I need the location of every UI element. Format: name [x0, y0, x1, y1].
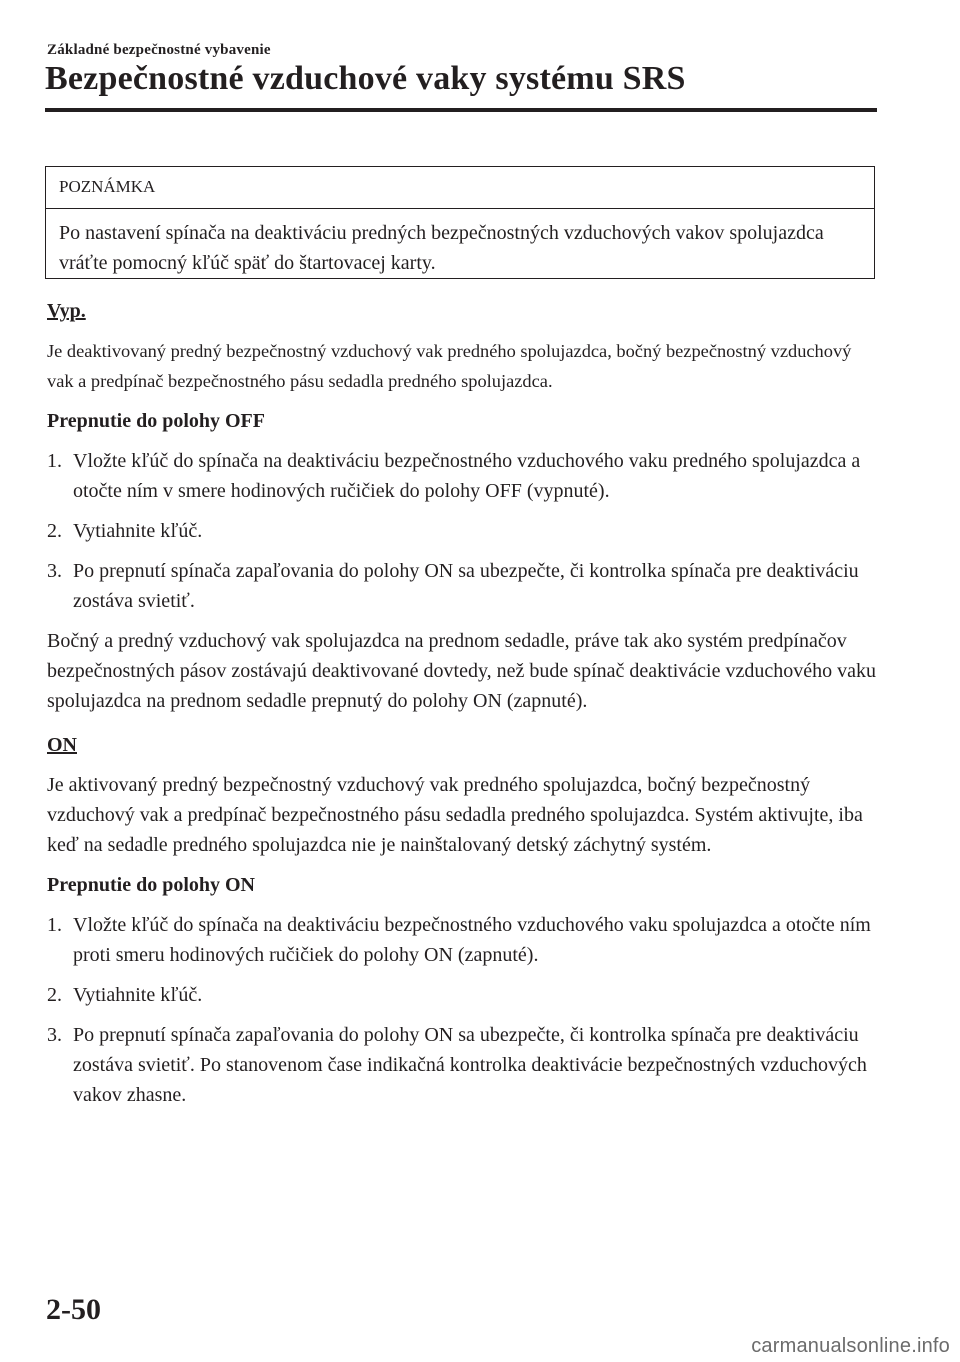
list-item	[47, 446, 882, 506]
watermark: carmanualsonline.info	[751, 1335, 950, 1357]
note-text: Po nastavení spínača na deaktiváciu predných bezpečnostných vzduchových vakov spolujazdca vráťte pomocný kľúč späť do štartovacej karty.	[59, 222, 824, 274]
off-description: Je deaktivovaný predný bezpečnostný vzduchový vak predného spolujazdca, bočný bezpečnostný vzduchový vak a predpínač bezpečnostného pásu sedadla predného spolujazdca.	[47, 341, 852, 391]
step-number: 3.	[47, 560, 62, 582]
step-text: Vytiahnite kľúč.	[73, 520, 203, 542]
step-text: Po prepnutí spínača zapaľovania do polohy ON sa ubezpečte, či kontrolka spínača pre deaktiváciu zostáva svietiť.	[73, 560, 859, 612]
step-number: 1.	[47, 450, 62, 472]
step-number: 2.	[47, 520, 62, 542]
step-number: 2.	[47, 984, 62, 1006]
off-steps-list	[47, 446, 882, 616]
header-chapter: Základné bezpečnostné vybavenie	[47, 42, 271, 58]
list-item	[47, 1020, 882, 1110]
section-label-on: ON	[47, 734, 77, 756]
step-text: Vytiahnite kľúč.	[73, 984, 203, 1006]
list-item	[47, 910, 882, 970]
step-text: Vložte kľúč do spínača na deaktiváciu bezpečnostného vzduchového vaku predného spolujazdca a otočte ním v smere hodinových ručičiek do polohy OFF (vypnuté).	[73, 450, 861, 502]
list-item	[47, 556, 882, 616]
list-item	[47, 516, 882, 546]
main-content	[47, 296, 882, 1110]
step-number: 3.	[47, 1024, 62, 1046]
on-steps-list	[47, 910, 882, 1110]
on-procedure-title: Prepnutie do polohy ON	[47, 874, 255, 896]
step-text: Vložte kľúč do spínača na deaktiváciu bezpečnostného vzduchového vaku spolujazdca a otočte ním proti smeru hodinových ručičiek do polohy ON (zapnuté).	[73, 914, 871, 966]
page-number: 2-50	[46, 1293, 101, 1326]
note-box	[45, 166, 875, 279]
step-text: Po prepnutí spínača zapaľovania do polohy ON sa ubezpečte, či kontrolka spínača pre deaktiváciu zostáva svietiť. Po stanovenom čase indikačná kontrolka deaktivácie bezpečnostných vzduchových vakov zhasne.	[73, 1024, 867, 1106]
page-title: Bezpečnostné vzduchové vaky systému SRS	[45, 60, 686, 97]
off-procedure-title: Prepnutie do polohy OFF	[47, 410, 265, 432]
section-label-off: Vyp.	[47, 300, 86, 322]
off-after-text: Bočný a predný vzduchový vak spolujazdca na prednom sedadle, práve tak ako systém predpínačov bezpečnostných pásov zostávajú deaktivované dovtedy, než bude spínač deaktivácie vzduchového vaku spolujazdca na prednom sedadle prepnutý do polohy ON (zapnuté).	[47, 630, 876, 712]
note-heading: POZNÁMKA	[46, 167, 874, 209]
on-description: Je aktivovaný predný bezpečnostný vzduchový vak predného spolujazdca, bočný bezpečnostný vzduchový vak a predpínač bezpečnostného pásu sedadla predného spolujazdca. Systém aktivujte, iba keď na sedadle predného spolujazdca nie je nainštalovaný detský záchytný systém.	[47, 774, 863, 856]
step-number: 1.	[47, 914, 62, 936]
list-item	[47, 980, 882, 1010]
header-rule	[45, 108, 877, 112]
